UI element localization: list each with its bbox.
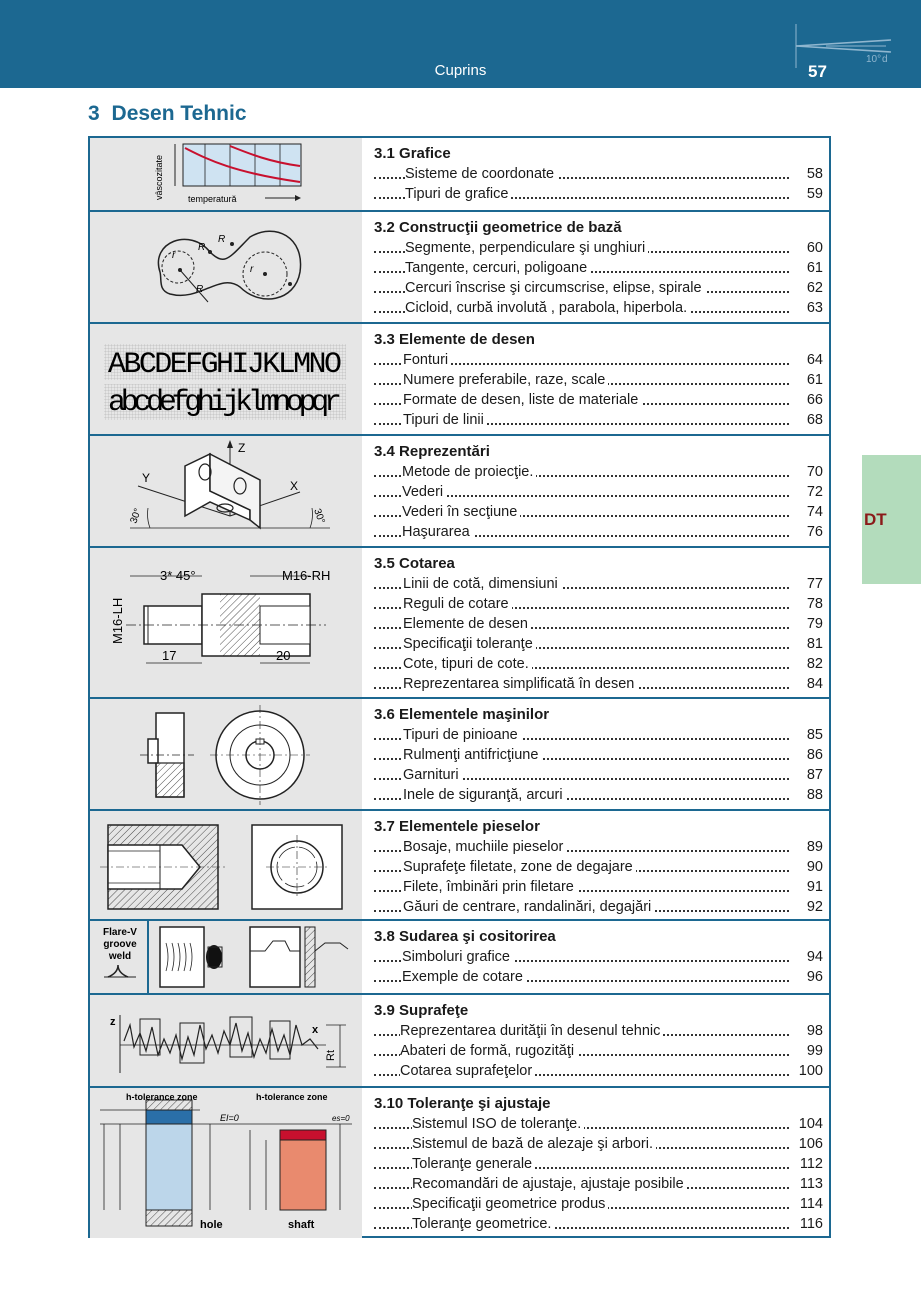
toc-section-3-1 [90,136,829,212]
entry-page: 98 [803,1021,823,1041]
hole-label: hole [200,1219,223,1231]
entry-page: 99 [803,1041,823,1061]
entry-page: 90 [803,857,823,877]
section-heading[interactable] [374,554,825,574]
toc-entry[interactable] [374,725,825,745]
entry-page: 92 [803,897,823,917]
section-heading[interactable] [374,218,825,238]
section-title: Sudarea şi cositorirea [399,928,556,945]
part-elements-illustration [90,811,362,921]
section-text [374,554,825,694]
entry-label: Suprafeţe filetate, zone de degajare [403,859,636,875]
projection-illustration [90,436,362,548]
svg-text:R: R [196,284,204,295]
svg-text:r: r [172,250,176,261]
section-number: 3.1 [374,145,395,162]
toc-entry[interactable] [374,482,825,502]
toc-section-3-5 [90,546,829,699]
section-title: Cotarea [399,555,455,572]
entry-label: Vederi în secţiune [402,504,520,520]
surf-rt-label: Rt [325,1050,337,1061]
dim-17: 17 [162,648,177,663]
entry-label: Găuri de centrare, randalinări, degajări [403,899,654,915]
entry-label: Vederi [402,484,446,500]
fonts-illustration [90,324,362,436]
deco-angle-label: 10° [866,54,882,65]
deco-d-label: d [882,54,888,65]
section-title: Toleranţe şi ajustaje [407,1095,551,1112]
entry-label: Garnituri [403,767,462,783]
proj-angle-left: 30° [128,507,144,526]
section-heading[interactable] [374,330,825,350]
entry-page: 91 [803,877,823,897]
entry-page: 77 [803,574,823,594]
svg-text:R: R [218,234,226,245]
section-text [374,1001,825,1081]
section-number: 3.4 [374,443,395,460]
entry-page: 78 [803,594,823,614]
entry-page: 63 [803,298,823,318]
entry-page: 100 [795,1061,823,1081]
entry-label: Filete, îmbinări prin filetare [403,879,577,895]
page-number: 57 [808,62,827,81]
section-number: 3.3 [374,331,395,348]
section-heading[interactable] [374,1094,825,1114]
toc-section-3-8 [90,919,829,995]
toc-entry[interactable] [374,594,825,614]
section-text [374,705,825,805]
toc-entry[interactable] [374,410,825,430]
section-number: 3.2 [374,219,395,236]
entry-label: Sistemul ISO de toleranţe. [412,1116,584,1132]
toc-entry[interactable] [374,897,825,917]
toc-entry[interactable] [374,765,825,785]
entry-page: 94 [803,947,823,967]
entry-label: Fonturi [403,352,451,368]
machine-elements-illustration [90,699,362,811]
section-text [374,144,825,204]
section-title: Reprezentări [399,443,490,460]
section-title: Elementele maşinilor [399,706,550,723]
dimensioning-illustration [90,548,362,699]
section-heading[interactable] [374,927,825,947]
entry-label: Segmente, perpendiculare şi unghiuri [405,240,648,256]
entry-label: Toleranţe generale [412,1156,535,1172]
entry-page: 61 [803,370,823,390]
toc-entry[interactable] [374,857,825,877]
toc-entry[interactable] [374,238,825,258]
toc-entry[interactable] [374,574,825,594]
chapter-name: Desen Tehnic [111,102,247,125]
es-label: es=0 [332,1114,350,1123]
entry-page: 58 [803,164,823,184]
section-number: 3.10 [374,1095,404,1112]
entry-page: 89 [803,837,823,857]
toc-entry[interactable] [374,634,825,654]
entry-page: 84 [803,674,823,694]
section-heading[interactable] [374,817,825,837]
graph-y-label: vâscozitate [154,154,164,200]
entry-label: Simboluri grafice [402,949,513,965]
entry-label: Haşurarea [402,524,473,540]
shaft-zone-label: h-tolerance zone [256,1092,328,1102]
toc-section-3-4 [90,434,829,548]
proj-angle-right: 30° [311,507,327,526]
hole-zone-label: h-tolerance zone [126,1092,198,1102]
font-sample-lower: abcdefghijklmnopqr [108,386,342,420]
entry-label: Inele de siguranţă, arcuri [403,787,566,803]
header-title: Cuprins [434,62,487,79]
section-heading[interactable] [374,144,825,164]
entry-page: 74 [803,502,823,522]
toc-entry[interactable] [374,350,825,370]
geometric-construction-illustration [90,212,362,324]
section-text [374,442,825,542]
side-tab[interactable] [862,455,921,584]
entry-page: 68 [803,410,823,430]
section-text [374,927,825,987]
entry-label: Tipuri de pinioane [403,727,521,743]
surf-z-label: z [110,1016,116,1028]
toc-entry[interactable] [374,1194,825,1214]
surf-x-label: x [312,1024,319,1036]
surface-illustration [90,995,362,1088]
entry-page: 114 [796,1194,823,1214]
entry-page: 66 [803,390,823,410]
toc-entry[interactable] [374,674,825,694]
section-number: 3.7 [374,818,395,835]
toc-entry[interactable] [374,1041,825,1061]
toc-entry[interactable] [374,745,825,765]
toc-section-3-6 [90,697,829,811]
weld-label: Flare-V groove weld [103,927,137,962]
entry-label: Toleranţe geometrice. [412,1216,554,1232]
entry-label: Rulmenţi antifricţiune [403,747,541,763]
entry-label: Reprezentarea simplificată în desen [403,676,637,692]
entry-label: Cotarea suprafeţelor [400,1063,535,1079]
toc-section-3-2 [90,210,829,324]
toc-section-3-7 [90,809,829,921]
toc-entry[interactable] [374,837,825,857]
toc-entry[interactable] [374,502,825,522]
section-number: 3.9 [374,1002,395,1019]
entry-page: 96 [803,967,823,987]
graph-illustration [90,138,362,212]
entry-page: 79 [803,614,823,634]
entry-page: 60 [803,238,823,258]
dim-20: 20 [276,648,291,663]
entry-page: 81 [803,634,823,654]
entry-label: Reprezentarea durităţii în desenul tehnic [400,1023,663,1039]
entry-label: Linii de cotă, dimensiuni [403,576,561,592]
chapter-title [88,102,247,126]
svg-text:R: R [198,242,206,253]
toc-entry[interactable] [374,258,825,278]
entry-label: Numere preferabile, raze, scale [403,372,608,388]
font-sample-upper: ABCDEFGHIJKLMNO [108,348,342,382]
entry-label: Reguli de cotare [403,596,512,612]
svg-text:r: r [250,264,254,275]
dim-thread-rh: M16-RH [282,568,331,583]
entry-label: Cote, tipuri de cote. [403,656,532,672]
welding-illustration [90,921,362,995]
entry-page: 88 [803,785,823,805]
toc-entry[interactable] [374,184,825,204]
toc-entry[interactable] [374,390,825,410]
toc-section-3-9 [90,993,829,1088]
entry-page: 112 [796,1154,823,1174]
dim-thread-lh: M16-LH [110,597,125,644]
entry-label: Tipuri de grafice [405,186,511,202]
toc-entry[interactable] [374,522,825,542]
toc-entry[interactable] [374,1114,825,1134]
proj-y-label: Y [142,471,151,485]
toc-entry[interactable] [374,298,825,318]
dim-chamfer: 3* 45° [160,568,196,583]
entry-page: 76 [803,522,823,542]
toc-entry[interactable] [374,785,825,805]
side-tab-label: DT [864,510,887,529]
section-title: Grafice [399,145,451,162]
entry-page: 85 [803,725,823,745]
entry-label: Tangente, cercuri, poligoane [405,260,590,276]
section-text [374,218,825,318]
toc-entry[interactable] [374,877,825,897]
entry-page: 86 [803,745,823,765]
entry-label: Specificaţii geometrice produs [412,1196,608,1212]
entry-page: 106 [795,1134,823,1154]
section-text [374,330,825,430]
toc-entry[interactable] [374,1154,825,1174]
proj-z-label: Z [238,441,246,455]
toc-entry[interactable] [374,1174,825,1194]
section-number: 3.8 [374,928,395,945]
section-title: Elementele pieselor [399,818,540,835]
entry-page: 61 [803,258,823,278]
section-title: Suprafeţe [399,1002,469,1019]
entry-page: 64 [803,350,823,370]
toc-entry[interactable] [374,654,825,674]
section-text [374,1094,825,1234]
chapter-number: 3 [88,102,100,125]
toc-entry[interactable] [374,947,825,967]
entry-page: 72 [803,482,823,502]
entry-page: 87 [803,765,823,785]
toc-entry[interactable] [374,462,825,482]
toc-section-3-3 [90,322,829,436]
entry-label: Bosaje, muchiile pieselor [403,839,566,855]
entry-page: 104 [795,1114,823,1134]
section-title: Elemente de desen [399,331,535,348]
graph-x-label: temperatură [188,194,237,204]
entry-page: 116 [796,1214,823,1234]
toc-entry[interactable] [374,1214,825,1234]
entry-page: 62 [803,278,823,298]
toc-entry[interactable] [374,370,825,390]
entry-label: Recomandări de ajustaje, ajustaje posibile [412,1176,687,1192]
entry-label: Formate de desen, liste de materiale [403,392,641,408]
section-title: Construcţii geometrice de bază [399,219,622,236]
entry-label: Exemple de cotare [402,969,526,985]
entry-label: Metode de proiecţie. [402,464,536,480]
page-header [0,0,921,88]
toc-entry[interactable] [374,278,825,298]
entry-label: Abateri de formă, rugozităţi [400,1043,577,1059]
entry-label: Specificaţii toleranţe [403,636,536,652]
entry-page: 70 [803,462,823,482]
toc-entry[interactable] [374,1134,825,1154]
section-heading[interactable] [374,1001,825,1021]
toc-entry[interactable] [374,1061,825,1081]
toc-entry[interactable] [374,967,825,987]
toc-entry[interactable] [374,1021,825,1041]
section-number: 3.5 [374,555,395,572]
proj-x-label: X [290,479,299,493]
tolerance-illustration [90,1088,362,1238]
entry-page: 82 [803,654,823,674]
toc-table [88,136,831,1238]
entry-page: 113 [796,1174,823,1194]
section-heading[interactable] [374,705,825,725]
entry-label: Cicloid, curbă involută , parabola, hiperbola. [405,300,690,316]
entry-label: Sistemul de bază de alezaje şi arbori. [412,1136,656,1152]
section-text [374,817,825,917]
toc-section-3-10 [90,1086,829,1238]
toc-entry[interactable] [374,614,825,634]
shaft-label: shaft [288,1219,315,1231]
entry-page: 59 [803,184,823,204]
toc-entry[interactable] [374,164,825,184]
entry-label: Tipuri de linii [403,412,487,428]
entry-label: Cercuri înscrise şi circumscrise, elipse, spirale [405,280,705,296]
ei-label: EI=0 [220,1113,239,1123]
section-number: 3.6 [374,706,395,723]
section-heading[interactable] [374,442,825,462]
entry-label: Sisteme de coordonate [405,166,557,182]
entry-label: Elemente de desen [403,616,531,632]
